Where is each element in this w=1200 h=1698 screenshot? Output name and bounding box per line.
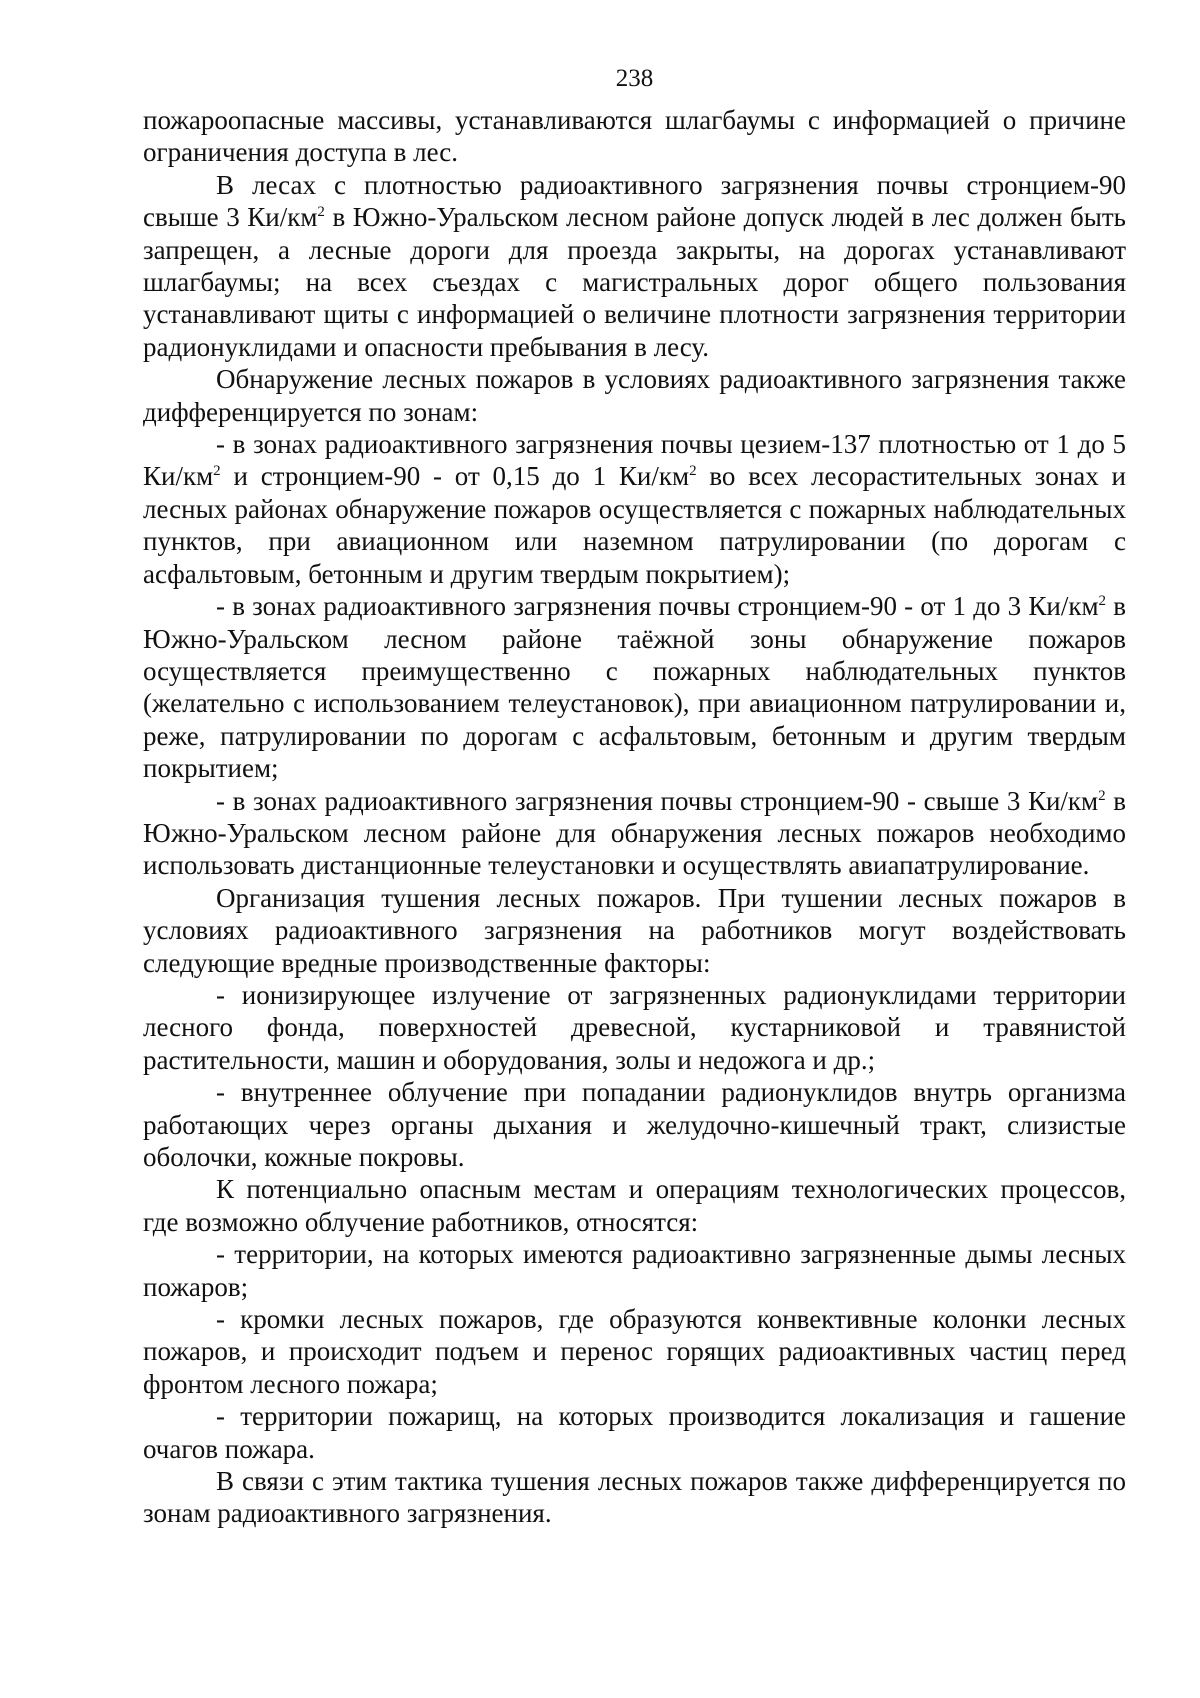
paragraph-text: пожароопасные массивы, устанавливаются шлагбаумы с информацией о причине ограничения доступа в лес. [143,105,1126,168]
paragraph-14 [143,1465,1126,1530]
paragraph-3 [143,363,1126,428]
paragraph-2 [143,169,1126,363]
paragraph-text: Обнаружение лесных пожаров в условиях радиоактивного загрязнения также дифференцируется по зонам: [143,364,1126,427]
paragraph-text: - внутреннее облучение при попадании радионуклидов внутрь организма работающих через органы дыхания и желудочно-кишечный тракт, слизистые оболочки, кожные покровы. [143,1077,1126,1172]
paragraph-text: во всех лесорастительных зонах и лесных районах обнаружение пожаров осуществляется с пожарных наблюдательных пунктов, при авиационном или наземном патрулировании (по дорогам с асфальтовым, бетонным и другим твердым покрытием); [143,461,1126,589]
paragraph-7 [143,882,1126,979]
paragraph-10 [143,1173,1126,1238]
paragraph-text: - в зонах радиоактивного загрязнения почвы стронцием-90 - свыше 3 Ки/км [216,785,1099,816]
paragraph-1 [143,104,1126,169]
superscript: 2 [1098,593,1107,610]
paragraph-6 [143,785,1126,882]
paragraph-5 [143,590,1126,784]
paragraph-text: - территории пожарищ, на которых производится локализация и гашение очагов пожара. [143,1401,1126,1464]
paragraph-text: - в зонах радиоактивного загрязнения почвы цезием-137 плотностью от 1 до 5 Ки/км [143,429,1126,492]
paragraph-text: - территории, на которых имеются радиоактивно загрязненные дымы лесных пожаров; [143,1239,1126,1302]
superscript: 2 [213,463,221,480]
paragraph-text: и стронцием-90 - от 0,15 до 1 Ки/км [220,461,690,492]
paragraph-text: - в зонах радиоактивного загрязнения почвы стронцием-90 - от 1 до 3 Ки/км [216,591,1099,622]
superscript: 2 [1098,787,1106,804]
paragraph-text: в Южно-Уральском лесном районе для обнаружения лесных пожаров необходимо использовать дистанционные телеустановки и осуществлять авиапатрулирование. [143,785,1126,881]
paragraph-13 [143,1400,1126,1465]
paragraph-text: В лесах с плотностью радиоактивного загрязнения почвы стронцием-90 свыше 3 Ки/км [143,169,1126,233]
paragraph-text: К потенциально опасным местам и операциям технологических процессов, где возможно облучение работников, относятся: [143,1174,1126,1237]
superscript: 2 [689,463,697,480]
paragraph-12 [143,1303,1126,1400]
paragraph-text: в Южно-Уральском лесном районе таёжной зоны обнаружение пожаров осуществляется преимущественно с пожарных наблюдательных пунктов (желательно с использованием телеустановок), при авиационном патрулировании и, реже, патрулировании по дорогам с асфальтовым, бетонным и другим твердым покрытием; [143,591,1127,784]
paragraph-text: - ионизирующее излучение от загрязненных радионуклидами территории лесного фонда, поверхностей древесной, кустарниковой и травянистой растительности, машин и оборудования, золы и недожога и др.; [143,979,1126,1075]
superscript: 2 [317,204,325,221]
paragraph-text: в Южно-Уральском лесном районе допуск людей в лес должен быть запрещен, а лесные дороги для проезда закрыты, на дорогах устанавливают шлагбаумы; на всех съездах с магистральных дорог общего пользования устанавливают щиты с информацией о величине плотности загрязнения территории радионуклидами и опасности пребывания в лесу. [143,202,1127,362]
paragraph-9 [143,1076,1126,1173]
paragraph-11 [143,1238,1126,1303]
paragraph-8 [143,979,1126,1076]
page-number: 238 [615,65,654,92]
paragraph-text: В связи с этим тактика тушения лесных пожаров также дифференцируется по зонам радиоактивного загрязнения. [143,1466,1126,1529]
paragraph-4 [143,428,1126,590]
paragraph-text: Организация тушения лесных пожаров. При тушении лесных пожаров в условиях радиоактивного загрязнения на работников могут воздействовать следующие вредные производственные факторы: [143,882,1126,978]
paragraph-text: - кромки лесных пожаров, где образуются конвективные колонки лесных пожаров, и происходит подъем и перенос горящих радиоактивных частиц перед фронтом лесного пожара; [143,1304,1126,1399]
